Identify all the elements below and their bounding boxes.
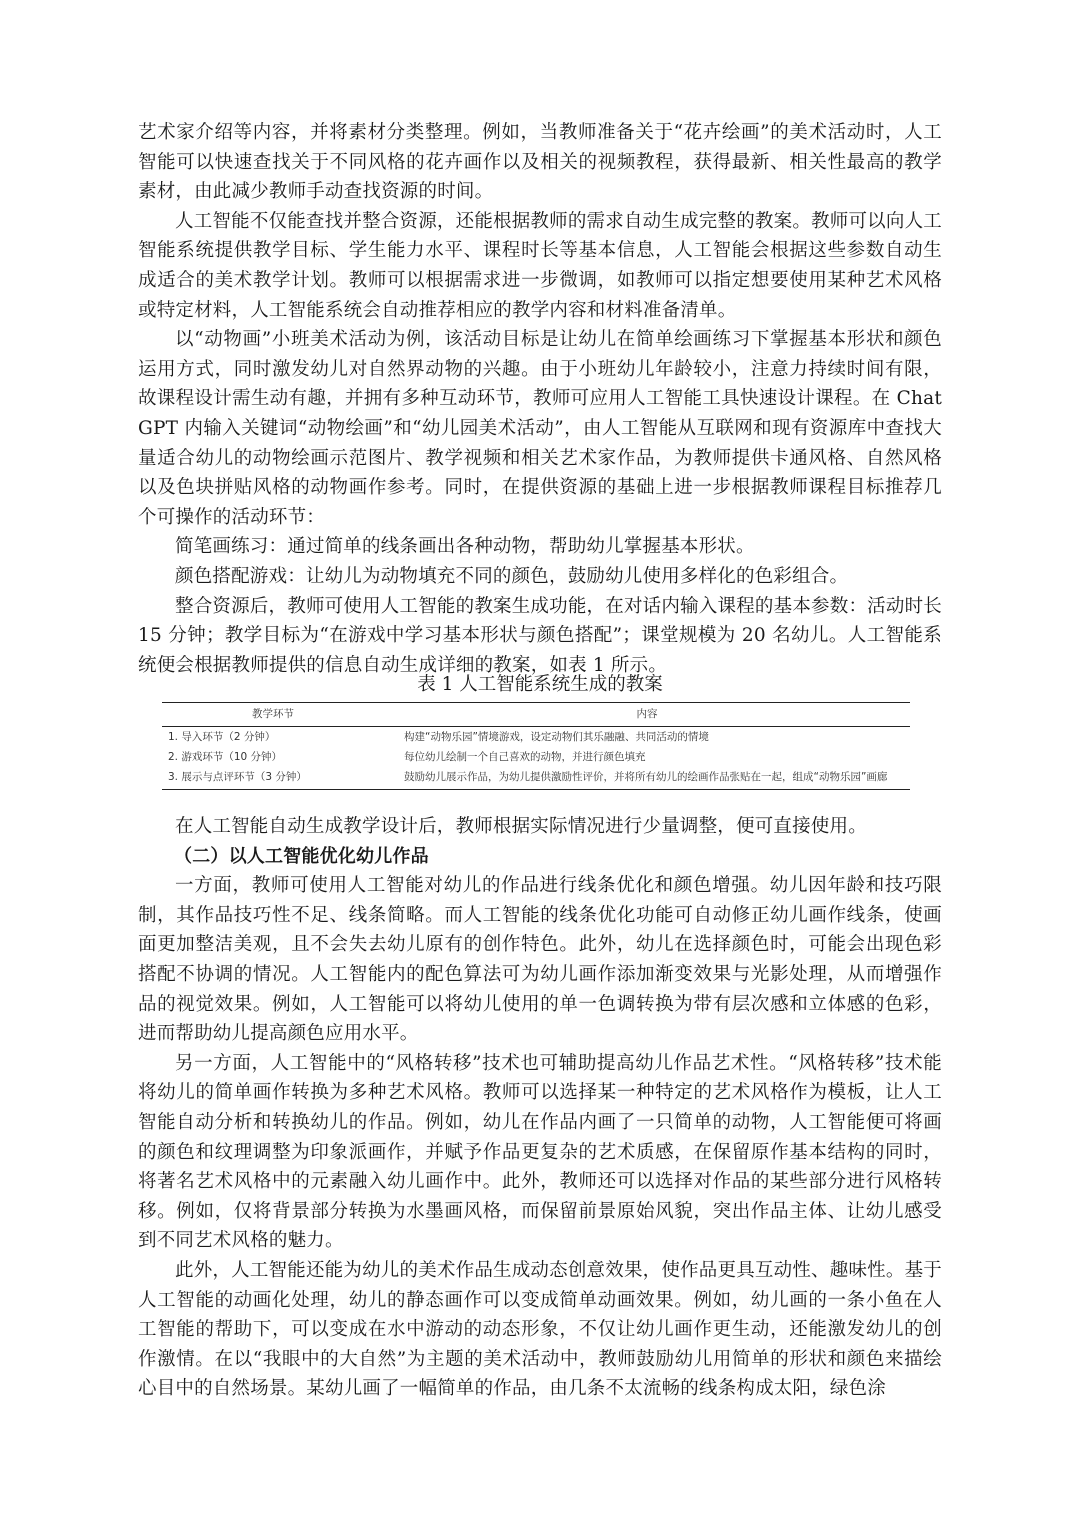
paragraph: 另一方面，人工智能中的“风格转移”技术也可辅助提高幼儿作品艺术性。“风格转移”技术能将幼儿的简单画作转换为多种艺术风格。教师可以选择某一种特定的艺术风格作为模板，让人工智能自动分析和转换幼儿的作品。例如，幼儿在作品内画了一只简单的动物，人工智能便可将画的颜色和纹理调整为印象派画作，并赋予作品更复杂的艺术质感，在保留原作基本结构的同时，将著名艺术风格中的元素融入幼儿画作中。此外，教师还可以选择对作品的某些部分进行风格转移。例如，仅将背景部分转换为水墨画风格，而保留前景原始风貌，突出作品主体、让幼儿感受到不同艺术风格的魅力。 [138,1052,942,1252]
body-text-top [138,118,942,680]
table-header-content: 内容 [384,703,910,727]
paragraph: 整合资源后，教师可使用人工智能的教案生成功能，在对话内输入课程的基本参数：活动时长 15 分钟；教学目标为“在游戏中学习基本形状与颜色搭配”；课堂规模为 20 名幼儿。人工智能系统便会根据教师提供的信息自动生成详细的教案，如表 1 所示。 [138,595,942,676]
paragraph: 艺术家介绍等内容，并将素材分类整理。例如，当教师准备关于“花卉绘画”的美术活动时，人工智能可以快速查找关于不同风格的花卉画作以及相关的视频教程，获得最新、相关性最高的教学素材，由此减少教师手动查找资源的时间。 [138,122,942,203]
table-caption: 表 1 人工智能系统生成的教案 [417,674,663,695]
paragraph: 在人工智能自动生成教学设计后，教师根据实际情况进行少量调整，便可直接使用。 [175,816,867,837]
table-row [162,747,910,767]
paragraph: 以“动物画”小班美术活动为例，该活动目标是让幼儿在简单绘画练习下掌握基本形状和颜色运用方式，同时激发幼儿对自然界动物的兴趣。由于小班幼儿年龄较小，注意力持续时间有限，故课程设计需生动有趣，并拥有多种互动环节，教师可应用人工智能工具快速设计课程。在 Chat GPT 内输入关键词“动物绘画”和“幼儿园美术活动”，由人工智能从互联网和现有资源库中查找大量适合幼儿的动物绘画示范图片、教学视频和相关艺术家作品，为教师提供卡通风格、自然风格以及色块拼贴风格的动物画作参考。同时，在提供资源的基础上进一步根据教师课程目标推荐几个可操作的活动环节： [138,329,942,528]
table-row [162,727,910,748]
table-cell-stage: 2. 游戏环节（10 分钟） [168,751,283,763]
table-header-stage: 教学环节 [162,703,384,727]
paragraph: 此外，人工智能还能为幼儿的美术作品生成动态创意效果，使作品更具互动性、趣味性。基于人工智能的动画化处理，幼儿的静态画作可以变成简单动画效果。例如，幼儿画的一条小鱼在人工智能的帮助下，可以变成在水中游动的动态形象，不仅让幼儿画作更生动，还能激发幼儿的创作激情。在以“我眼中的大自然”为主题的美术活动中，教师鼓励幼儿用简单的形状和颜色来描绘心目中的自然场景。某幼儿画了一幅简单的作品，由几条不太流畅的线条构成太阳，绿色涂 [138,1259,942,1400]
paragraph: 颜色搭配游戏：让幼儿为动物填充不同的颜色，鼓励幼儿使用多样化的色彩组合。 [175,565,849,587]
table-cell-content: 每位幼儿绘制一个自己喜欢的动物，并进行颜色填充 [404,751,646,763]
table-header-row [162,703,910,727]
table-cell-content: 构建“动物乐园”情境游戏，设定动物们其乐融融、共同活动的情境 [404,731,709,743]
table-row [162,767,910,790]
lesson-plan-table [162,702,910,790]
body-text-bottom [138,812,942,1404]
paragraph: 简笔画练习：通过简单的线条画出各种动物，帮助幼儿掌握基本形状。 [175,536,755,558]
table-cell-content: 鼓励幼儿展示作品，为幼儿提供激励性评价，并将所有幼儿的绘画作品张贴在一起，组成“动物乐园”画廊 [384,767,910,790]
table-cell-stage: 3. 展示与点评环节（3 分钟） [162,767,384,790]
paragraph: 人工智能不仅能查找并整合资源，还能根据教师的需求自动生成完整的教案。教师可以向人工智能系统提供教学目标、学生能力水平、课程时长等基本信息，人工智能会根据这些参数自动生成适合的美术教学计划。教师可以根据需求进一步微调，如教师可以指定想要使用某种艺术风格或特定材料，人工智能系统会自动推荐相应的教学内容和材料准备清单。 [138,210,942,321]
paragraph: 一方面，教师可使用人工智能对幼儿的作品进行线条优化和颜色增强。幼儿因年龄和技巧限制，其作品技巧性不足、线条简略。而人工智能的线条优化功能可自动修正幼儿画作线条，使画面更加整洁美观，且不会失去幼儿原有的创作特色。此外，幼儿在选择颜色时，可能会出现色彩搭配不协调的情况。人工智能内的配色算法可为幼儿画作添加渐变效果与光影处理，从而增强作品的视觉效果。例如，人工智能可以将幼儿使用的单一色调转换为带有层次感和立体感的色彩，进而帮助幼儿提高颜色应用水平。 [138,875,942,1045]
table-cell-stage: 1. 导入环节（2 分钟） [168,731,276,743]
section-heading: （二）以人工智能优化幼儿作品 [174,845,429,867]
